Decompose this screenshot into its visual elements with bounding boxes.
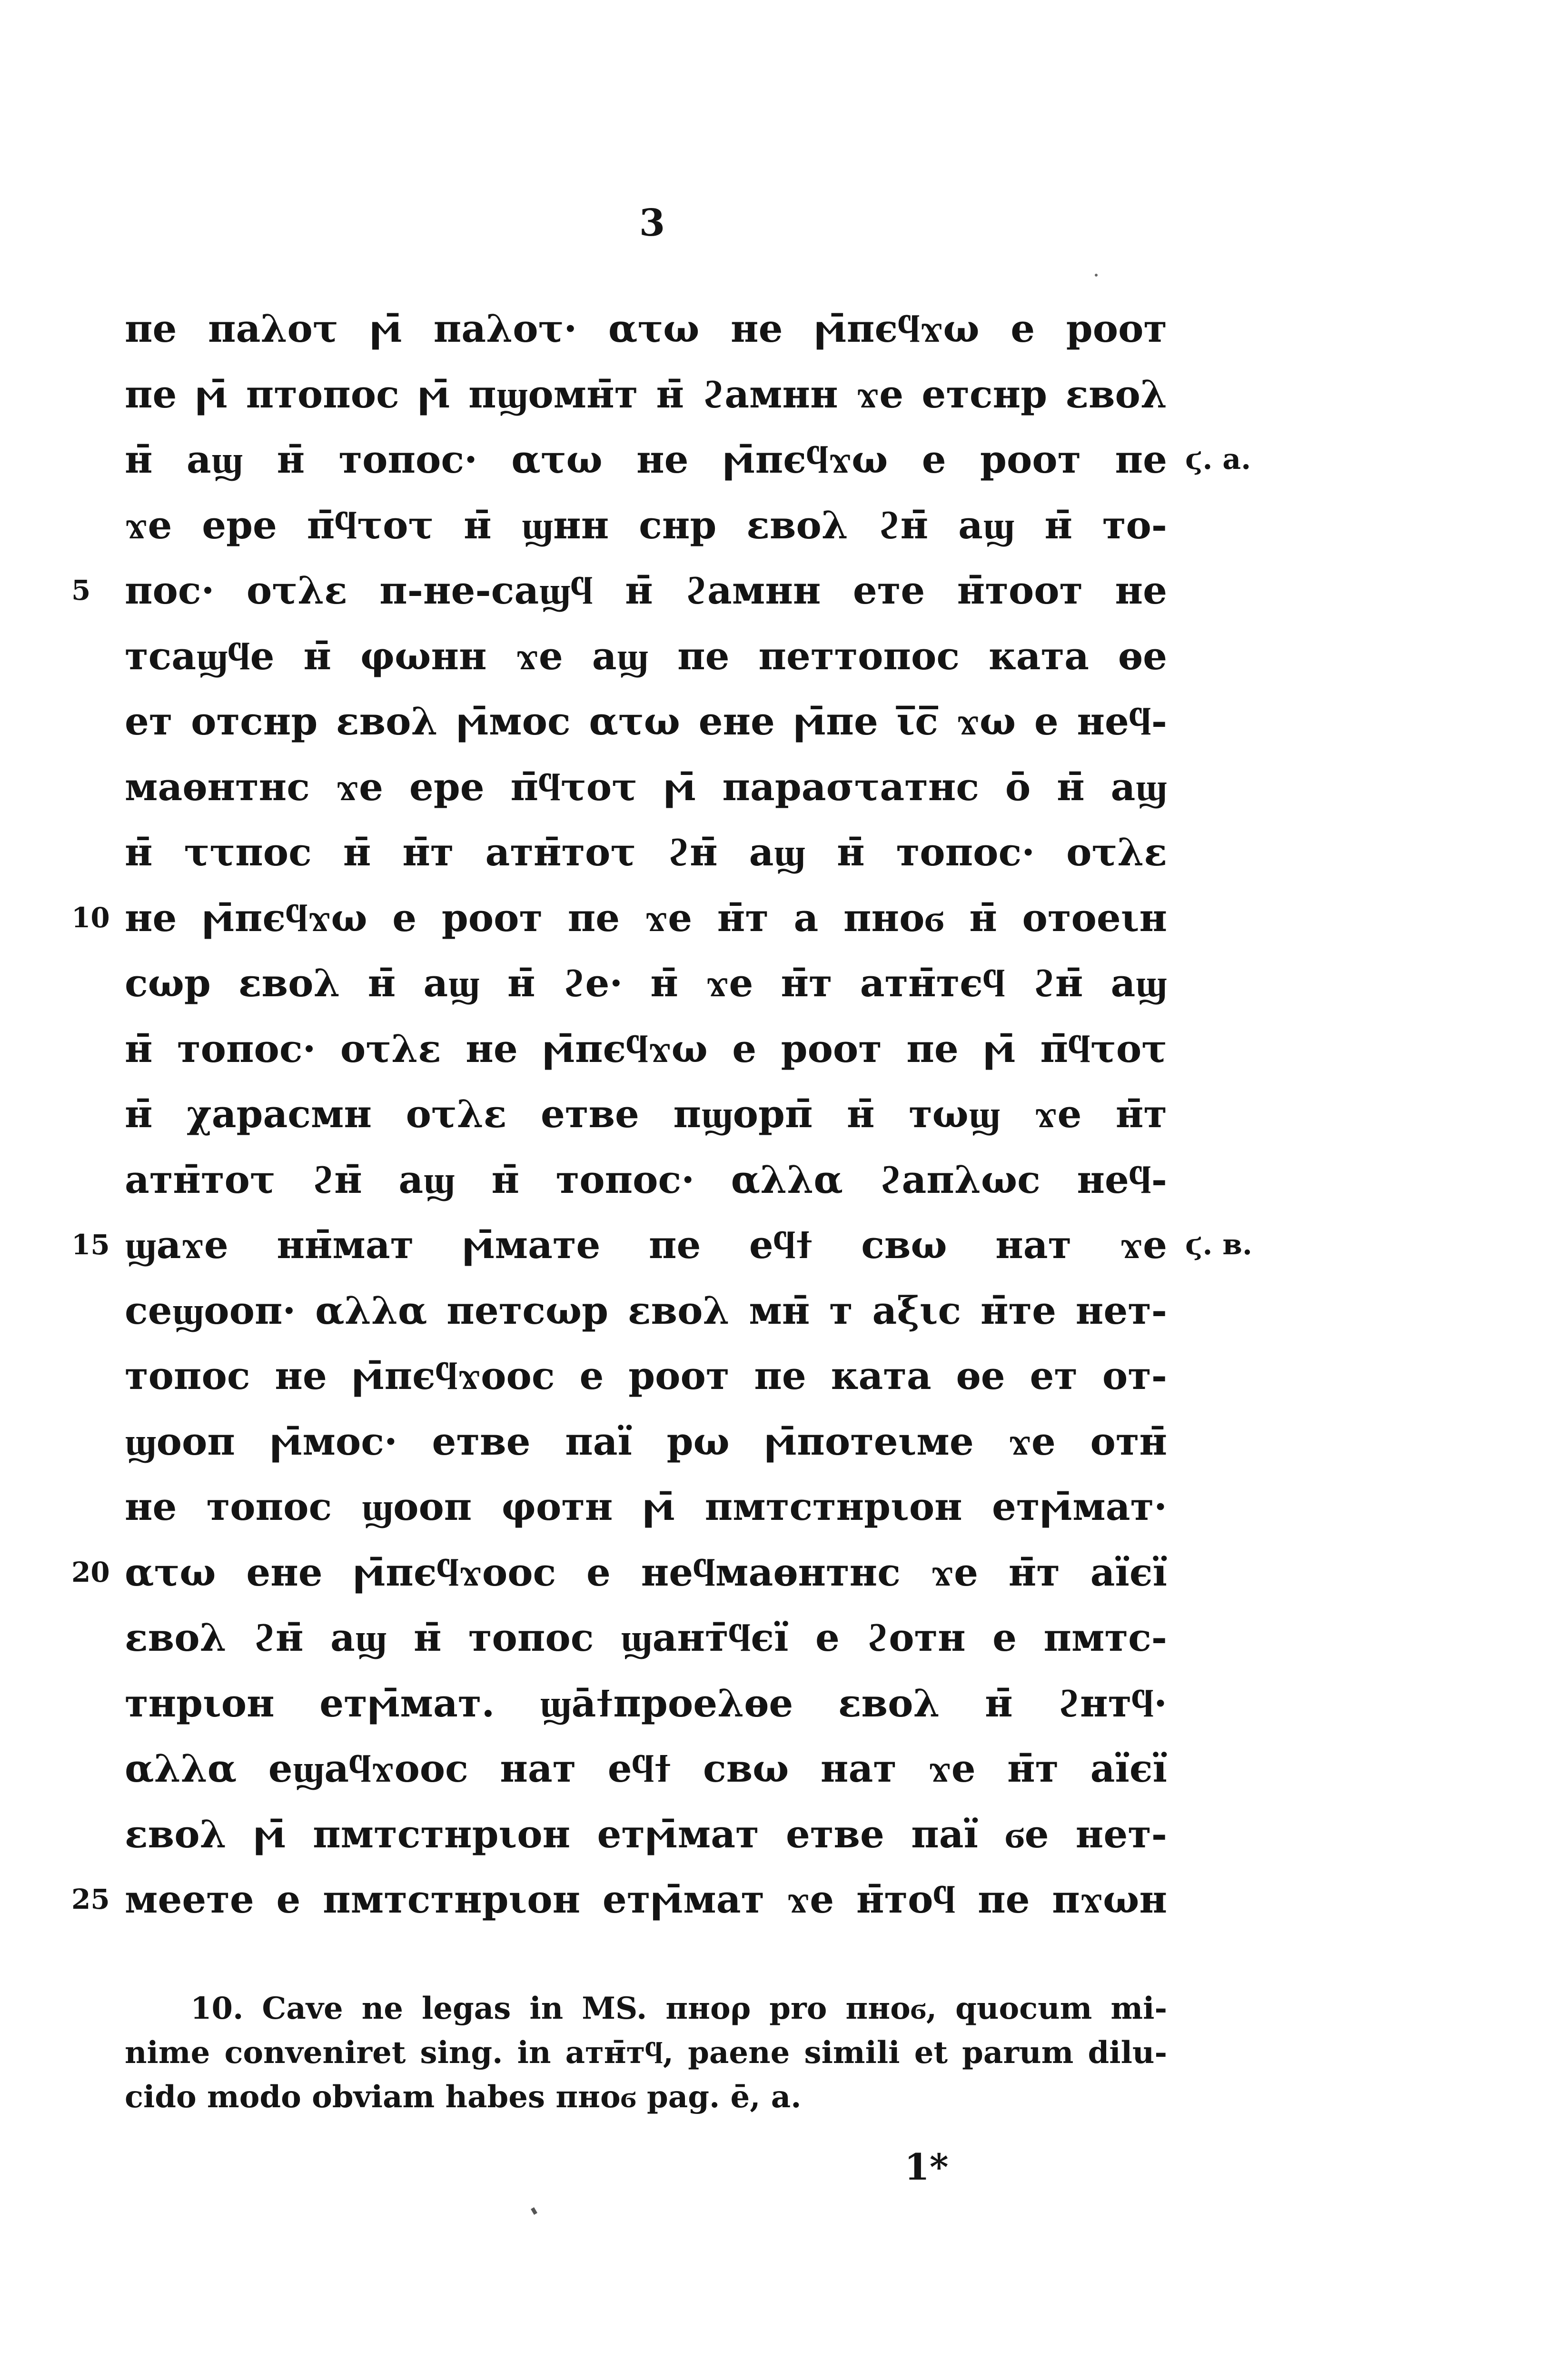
text-line: атн̄тοτ ϩн̄ аϣ н̄ топос· αλλα ϩапλωс неϥ- <box>125 1157 1167 1202</box>
text-line: сеϣооп· αλλα петсωр εвоλ мн̄ т аξιс н̄те нет- <box>125 1288 1167 1333</box>
text-line: пос· οτλε п-не-саϣϥ н̄ ϩамнн ете н̄тоот не <box>125 568 1167 613</box>
text-line: пе паλοτ ϻ̄ паλοτ· ατω не ϻ̄пєϥϫω е роот <box>125 306 1167 351</box>
text-line: маѳнтнс ϫе ере п̄ϥτοτ ϻ̄ параστатнс ō н̄ аϣ <box>125 764 1167 809</box>
line-number: 25 <box>71 1883 110 1915</box>
text-line: н̄ аϣ н̄ топос· ατω не ϻ̄пєϥϫω е роот пе <box>125 437 1167 482</box>
text-line: тсаϣϥе н̄ φωнн ϫе аϣ пе петтопос ката ѳе <box>125 634 1167 678</box>
text-line: ϫе ере п̄ϥτοτ н̄ ϣнн снр εвоλ ϩн̄ аϣ н̄ то- <box>125 503 1167 547</box>
margin-page-reference: ϛ. а. <box>1185 443 1251 476</box>
footnote-line: cido modo obviam habes пноϭ pag. ē, a. <box>125 2079 802 2115</box>
text-line: не топос ϣооп φотн ϻ̄ пмтстнрιон етϻ̄мат· <box>125 1484 1167 1529</box>
text-line: сωр εвоλ н̄ аϣ н̄ ϩе· н̄ ϫе н̄т атн̄тєϥ ϩн̄ аϣ <box>125 961 1167 1005</box>
text-line: тнрιон етϻ̄мат. ϣа̄ϯпроеλѳе εвоλ н̄ ϩнтϥ· <box>125 1681 1167 1726</box>
line-number: 15 <box>71 1229 110 1261</box>
text-line: ϣаϫе нн̄мат ϻ̄мате пе еϥϯ свω нат ϫе <box>125 1222 1167 1267</box>
text-line: н̄ топос· οτλε не ϻ̄пєϥϫω е роот пе ϻ̄ п̄ϥτοτ <box>125 1026 1167 1071</box>
text-line: топос не ϻ̄пєϥϫоос е роот пе ката ѳе ет от- <box>125 1353 1167 1398</box>
text-line: εвоλ ϻ̄ пмтстнрιон етϻ̄мат етве паї ϭе нет- <box>125 1812 1167 1856</box>
page-number: 3 <box>639 201 665 245</box>
text-line: ατω ене ϻ̄пєϥϫоос е неϥмаѳнтнс ϫе н̄т аїєї <box>125 1550 1167 1595</box>
text-line: н̄ ττпос н̄ н̄т атн̄тοτ ϩн̄ аϣ н̄ топос· οτλε <box>125 830 1167 874</box>
margin-page-reference: ϛ. в. <box>1185 1228 1252 1261</box>
text-line: εвоλ ϩн̄ аϣ н̄ топос ϣант̄ϥєї е ϩотн е пмтс- <box>125 1615 1167 1660</box>
text-line: н̄ χарасмн οτλε етве пϣорп̄ н̄ тωϣ ϫе н̄т <box>125 1091 1167 1136</box>
text-line: αλλα еϣаϥϫоос нат еϥϯ свω нат ϫе н̄т аїєї <box>125 1746 1167 1791</box>
signature-mark: 1* <box>904 2146 949 2188</box>
line-number: 20 <box>71 1556 110 1588</box>
ink-speck <box>531 2207 537 2215</box>
text-line: меете е пмтстнрιон етϻ̄мат ϫе н̄тоϥ пе пϫωн <box>125 1877 1167 1922</box>
footnote-line: 10. Cave ne legas in MS. пноρ pro пноϭ, quocum mi- <box>190 1991 1167 2026</box>
footnote-line: nime conveniret sing. in атн̄тϥ, paene simili et parum dilu- <box>125 2035 1167 2071</box>
text-line: ет отснр εвоλ ϻ̄мос ατω ене ϻ̄пе ι̅с̅ ϫω е неϥ- <box>125 699 1167 744</box>
ink-speck <box>1095 274 1098 277</box>
text-line: пе ϻ̄ птопос ϻ̄ пϣомн̄т н̄ ϩамнн ϫе етснр εвоλ <box>125 372 1167 416</box>
text-line: ϣооп ϻ̄мос· етве паї рω ϻ̄потеιме ϫе отн̄ <box>125 1419 1167 1464</box>
text-line: не ϻ̄пєϥϫω е роот пе ϫе н̄т а пноϭ н̄ отоеιн <box>125 895 1167 940</box>
line-number: 10 <box>71 902 110 934</box>
line-number: 5 <box>71 574 91 606</box>
